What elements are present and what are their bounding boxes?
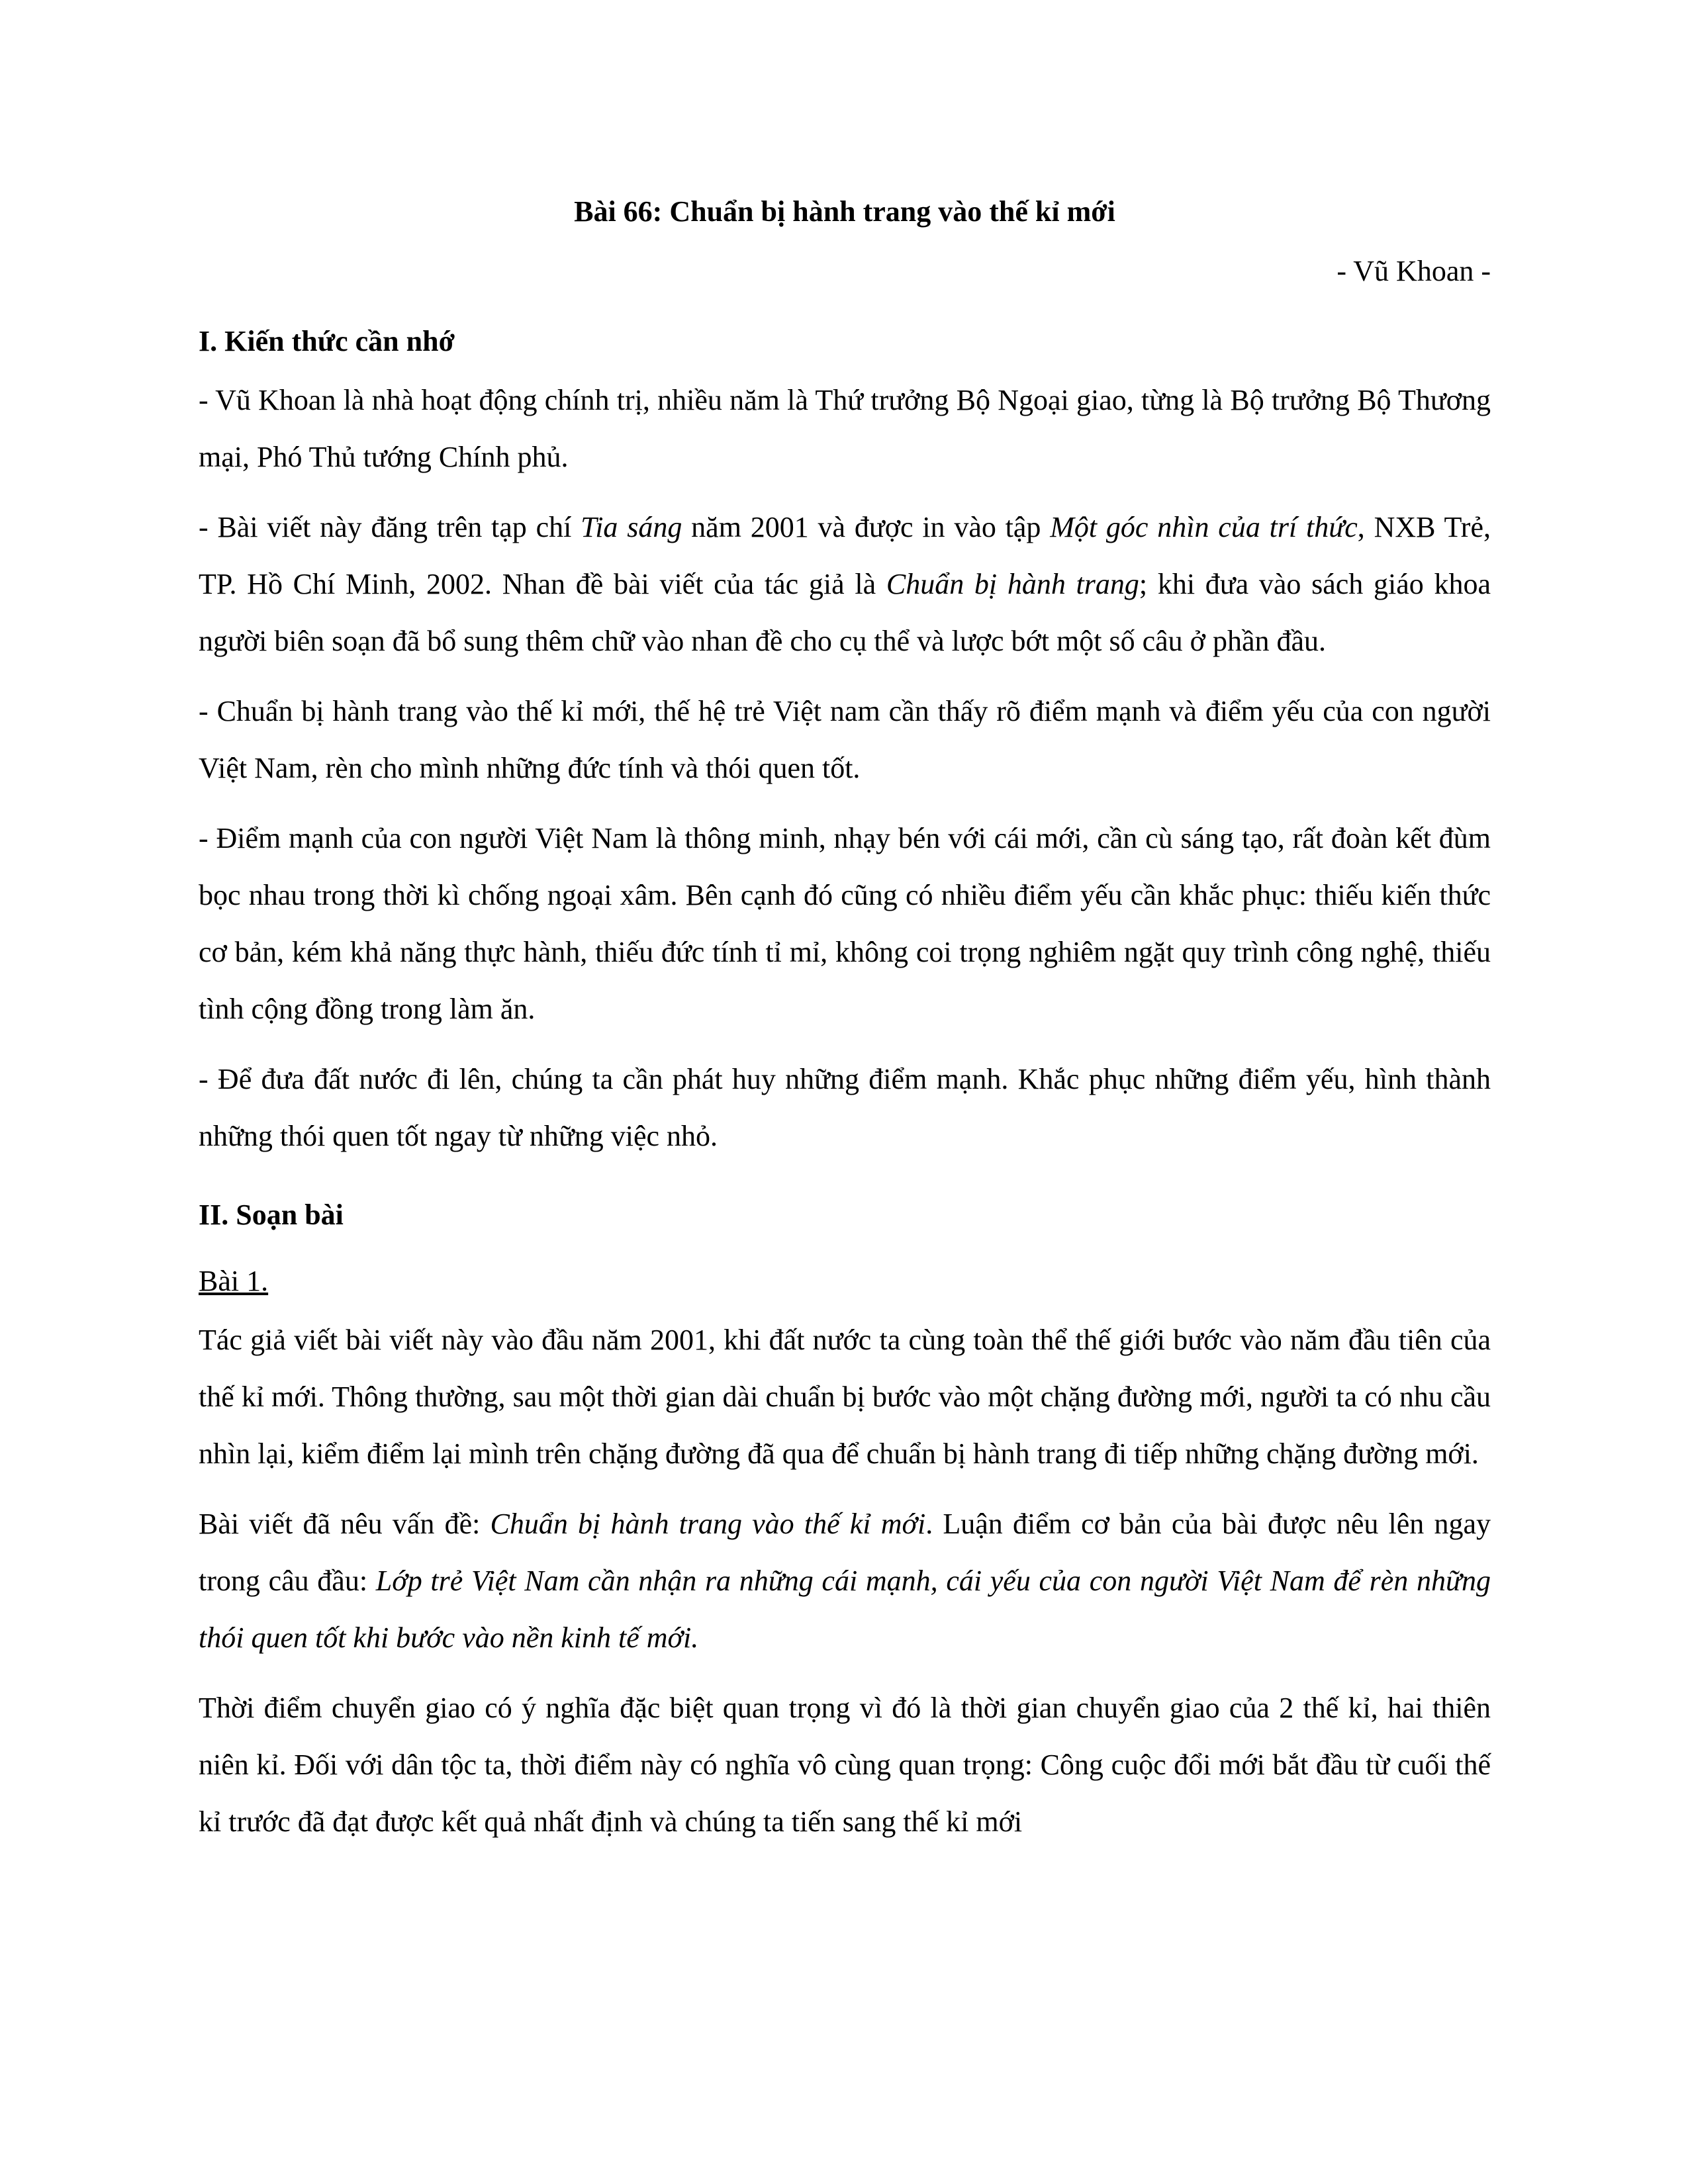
text-span: - Bài viết này đăng trên tạp chí — [199, 511, 581, 543]
italic-text: Chuẩn bị hành trang — [886, 568, 1139, 600]
paragraph — [199, 499, 1491, 670]
italic-text: Lớp trẻ Việt Nam cần nhận ra những cái mạnh, cái yếu của con người Việt Nam để rèn những thói quen tốt khi bước vào nền kinh tế mới. — [199, 1565, 1491, 1654]
italic-text: Một góc nhìn của trí thức — [1050, 511, 1358, 543]
text-span: , NXB Trẻ, TP. Hồ Chí Minh, 2002. Nhan đề bài viết của tác giả là — [199, 511, 1491, 600]
text-span: năm 2001 và được in vào tập — [682, 511, 1051, 543]
paragraph: - Để đưa đất nước đi lên, chúng ta cần phát huy những điểm mạnh. Khắc phục những điểm yếu, hình thành những thói quen tốt ngay từ những việc nhỏ. — [199, 1063, 1491, 1152]
paragraph: - Chuẩn bị hành trang vào thế kỉ mới, thế hệ trẻ Việt nam cần thấy rõ điểm mạnh và điểm yếu của con người Việt Nam, rèn cho mình những đức tính và thói quen tốt. — [199, 695, 1491, 784]
italic-text: Chuẩn bị hành trang vào thế kỉ mới — [490, 1508, 926, 1540]
paragraph: - Điểm mạnh của con người Việt Nam là thông minh, nhạy bén với cái mới, cần cù sáng tạo, rất đoàn kết đùm bọc nhau trong thời kì chống ngoại xâm. Bên cạnh đó cũng có nhiều điểm yếu cần khắc phục: thiếu kiến thức cơ bản, kém khả năng thực hành, thiếu đức tính tỉ mỉ, không coi trọng nghiêm ngặt quy trình công nghệ, thiếu tình cộng đồng trong làm ăn. — [199, 822, 1491, 1025]
section-heading-1: I. Kiến thức cần nhớ — [199, 325, 455, 357]
author-line: - Vũ Khoan - — [1336, 255, 1491, 287]
document-title: Bài 66: Chuẩn bị hành trang vào thế kỉ mới — [574, 195, 1115, 228]
paragraph: Thời điểm chuyển giao có ý nghĩa đặc biệt quan trọng vì đó là thời gian chuyển giao của 2 thế kỉ, hai thiên niên kỉ. Đối với dân tộc ta, thời điểm này có nghĩa vô cùng quan trọng: Công cuộc đổi mới bắt đầu từ cuối thế kỉ trước đã đạt được kết quả nhất định và chúng ta tiến sang thế kỉ mới — [199, 1692, 1491, 1838]
text-span: ; khi đưa vào sách giáo khoa người biên soạn đã bổ sung thêm chữ vào nhan đề cho cụ thể và lược bớt một số câu ở phần đầu. — [199, 568, 1491, 657]
paragraph: - Vũ Khoan là nhà hoạt động chính trị, nhiều năm là Thứ trưởng Bộ Ngoại giao, từng là Bộ trưởng Bộ Thương mại, Phó Thủ tướng Chính phủ. — [199, 384, 1491, 473]
subheading-bai-1: Bài 1. — [199, 1265, 269, 1297]
document-page — [199, 192, 1491, 1850]
paragraph: Tác giả viết bài viết này vào đầu năm 2001, khi đất nước ta cùng toàn thể thế giới bước vào năm đầu tiên của thế kỉ mới. Thông thường, sau một thời gian dài chuẩn bị bước vào một chặng đường mới, người ta có nhu cầu nhìn lại, kiểm điểm lại mình trên chặng đường đã qua để chuẩn bị hành trang đi tiếp những chặng đường mới. — [199, 1324, 1491, 1470]
text-span: . Luận điểm cơ bản của bài được nêu lên ngay trong câu đầu: — [199, 1508, 1491, 1597]
italic-text: Tia sáng — [581, 511, 682, 543]
text-span: Bài viết đã nêu vấn đề: — [199, 1508, 491, 1540]
section-heading-2: II. Soạn bài — [199, 1199, 344, 1231]
paragraph — [199, 1496, 1491, 1666]
